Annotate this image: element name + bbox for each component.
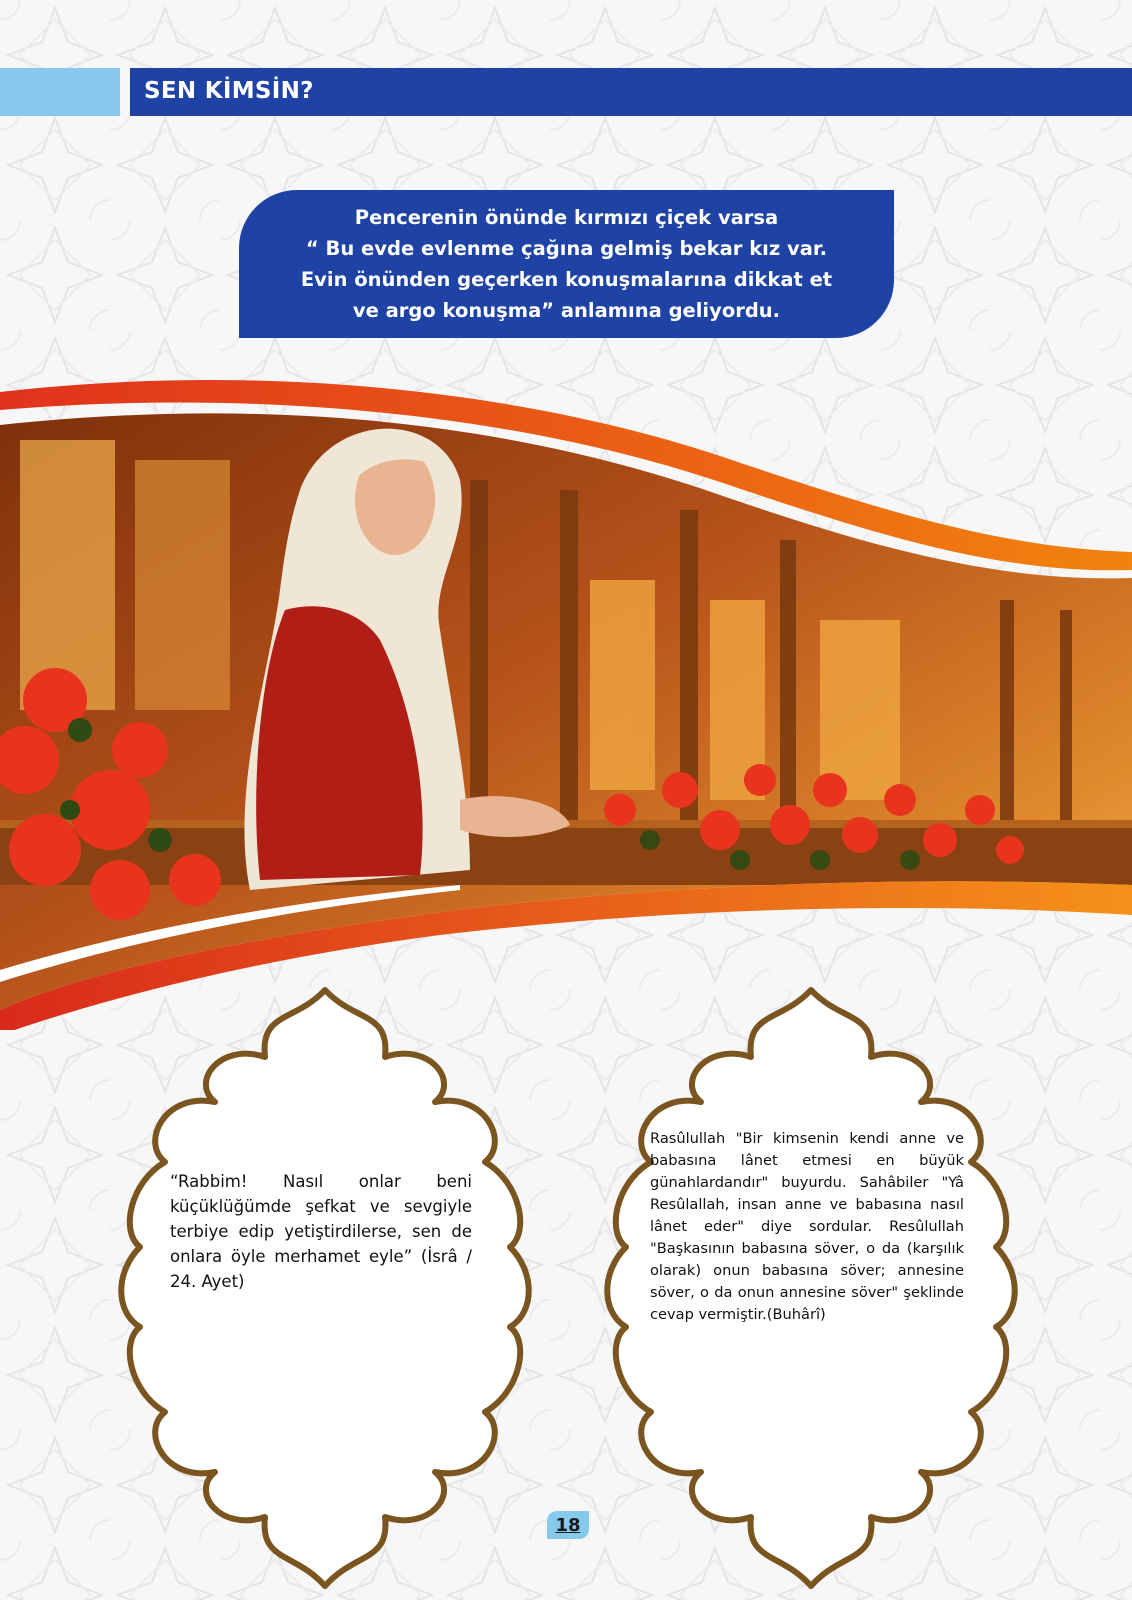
header-bar — [130, 68, 1132, 116]
page-title: SEN KİMSİN? — [144, 78, 314, 104]
callout-line: Evin önünden geçerken konuşmalarına dikkat et — [300, 268, 833, 291]
page-number-badge — [547, 1511, 589, 1539]
callout-line: “ Bu evde evlenme çağına gelmiş bekar kız var. — [305, 237, 828, 260]
quote-frame-right — [596, 982, 1026, 1594]
quote-text-right: Rasûlullah "Bir kimsenin kendi anne ve babasına lânet etmesi en büyük günahlardandır" buyurdu. Sahâbiler "Yâ Resûlallah, insan anne ve babasına nasıl lânet eder" diye sordular. Resûlullah "Başkasının babasına söver, o da (karşılık olarak) onun babasına söver; annesine söver, o da onun annesine söver" şeklinde cevap vermiştir.(Buhârî) — [650, 1130, 964, 1323]
callout-line: ve argo konuşma” anlamına geliyordu. — [352, 299, 781, 322]
quote-frame-left — [110, 982, 540, 1594]
quote-text-left: “Rabbim! Nasıl onlar beni küçüklüğümde şefkat ve sevgiyle terbiye edip yetiştirdilerse, sen de onlara öyle merhamet eyle” (İsrâ / 24. Ayet) — [170, 1172, 472, 1291]
illustration-scene — [0, 370, 1132, 1030]
callout-line: Pencerenin önünde kırmızı çiçek varsa — [354, 206, 779, 229]
page-number: 18 — [555, 1514, 581, 1536]
callout-box — [239, 190, 894, 338]
header-accent — [0, 68, 120, 116]
